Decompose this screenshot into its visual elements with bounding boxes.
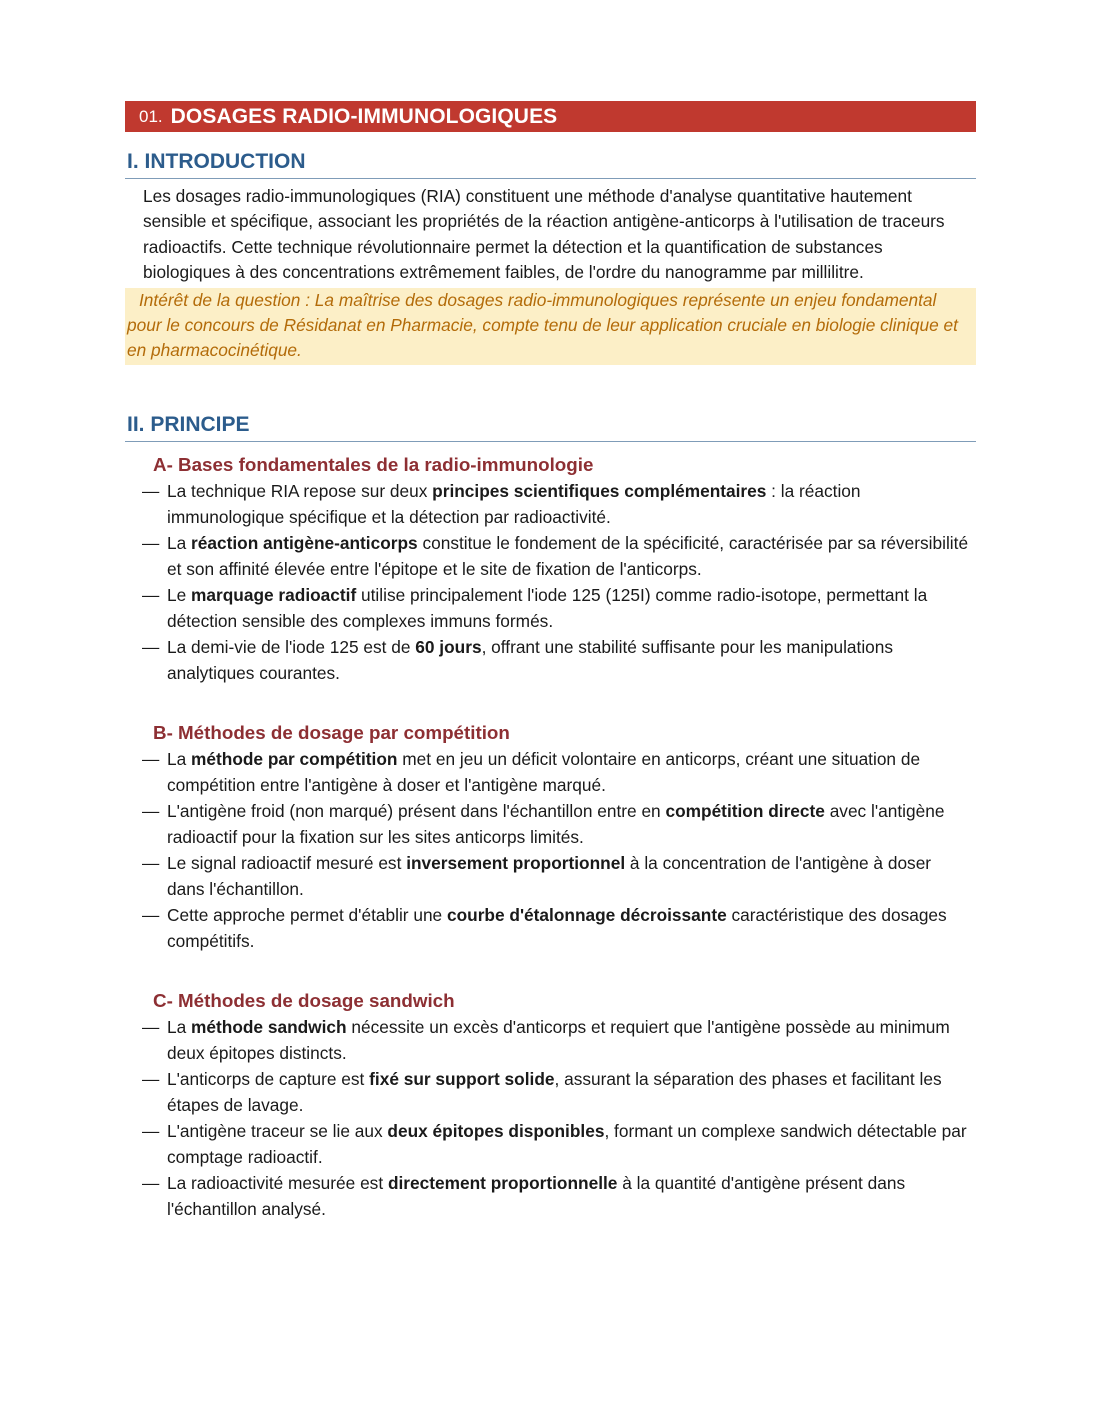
document-page <box>125 101 976 1223</box>
bold-term: deux épitopes disponibles <box>387 1121 605 1142</box>
bullet-item: — L'anticorps de capture est fixé sur support solide, assurant la séparation des phases et facilitant les étapes de lavage. <box>142 1069 942 1115</box>
dash-marker: — <box>142 801 160 822</box>
bold-term: principes scientifiques complémentaires <box>432 481 767 502</box>
dash-marker: — <box>142 905 160 926</box>
interest-callout: Intérêt de la question : La maîtrise des dosages radio-immunologiques représente un enjeu fondamental pour le concours de Résidanat en Pharmacie, compte tenu de leur application cruciale en biologie clinique et en pharmacocinétique. <box>125 288 976 365</box>
bold-term: marquage radioactif <box>191 585 357 606</box>
subsection-heading: A- Bases fondamentales de la radio-immunologie <box>153 454 594 476</box>
bullet-list <box>125 479 976 686</box>
dash-marker: — <box>142 1173 160 1194</box>
bullet-list <box>125 747 976 954</box>
bullet-item: — La méthode sandwich nécessite un excès d'anticorps et requiert que l'antigène possède au minimum deux épitopes distincts. <box>142 1017 950 1063</box>
bold-term: directement proportionnelle <box>387 1173 618 1194</box>
subsection-b <box>125 722 976 954</box>
dash-marker: — <box>142 585 160 606</box>
bold-term: méthode sandwich <box>191 1017 347 1038</box>
bullet-item: — Cette approche permet d'établir une courbe d'étalonnage décroissante caractéristique des dosages compétitifs. <box>142 905 947 951</box>
bullet-item: — Le marquage radioactif utilise principalement l'iode 125 (125I) comme radio-isotope, permettant la détection sensible des complexes immuns formés. <box>142 585 928 631</box>
bold-term: inversement proportionnel <box>406 853 626 874</box>
bullet-item: — Le signal radioactif mesuré est inversement proportionnel à la concentration de l'antigène à doser dans l'échantillon. <box>142 853 932 899</box>
dash-marker: — <box>142 637 160 658</box>
bold-term: réaction antigène-anticorps <box>191 533 418 554</box>
introduction-paragraph: Les dosages radio-immunologiques (RIA) constituent une méthode d'analyse quantitative hautement sensible et spécifique, associant les propriétés de la réaction antigène-anticorps à l'utilisation de traceurs radioactifs. Cette technique révolutionnaire permet la détection et la quantification de substances biologiques à des concentrations extrêmement faibles, de l'ordre du nanogramme par millilitre. <box>143 186 945 282</box>
dash-marker: — <box>142 533 160 554</box>
bold-term: méthode par compétition <box>191 749 398 770</box>
chapter-title: DOSAGES RADIO-IMMUNOLOGIQUES <box>170 104 558 128</box>
dash-marker: — <box>142 1069 160 1090</box>
bullet-item: — La technique RIA repose sur deux principes scientifiques complémentaires : la réaction immunologique spécifique et la détection par radioactivité. <box>142 481 861 527</box>
chapter-number: 01. <box>139 106 163 126</box>
bold-term: courbe d'étalonnage décroissante <box>446 905 727 926</box>
dash-marker: — <box>142 1017 160 1038</box>
bullet-item: — L'antigène traceur se lie aux deux épitopes disponibles, formant un complexe sandwich détectable par comptage radioactif. <box>142 1121 967 1167</box>
section-heading-principe: II. PRINCIPE <box>125 413 976 442</box>
dash-marker: — <box>142 853 160 874</box>
section-heading-introduction: I. INTRODUCTION <box>125 150 976 179</box>
dash-marker: — <box>142 481 160 502</box>
subsection-c <box>125 990 976 1222</box>
subsection-a <box>125 454 976 686</box>
bold-term: compétition directe <box>665 801 825 822</box>
dash-marker: — <box>142 1121 160 1142</box>
bold-term: fixé sur support solide <box>369 1069 555 1090</box>
bullet-item: — La demi-vie de l'iode 125 est de 60 jours, offrant une stabilité suffisante pour les manipulations analytiques courantes. <box>142 637 894 683</box>
bullet-item: — La radioactivité mesurée est directement proportionnelle à la quantité d'antigène présent dans l'échantillon analysé. <box>142 1173 906 1219</box>
dash-marker: — <box>142 749 160 770</box>
bullet-item: — L'antigène froid (non marqué) présent dans l'échantillon entre en compétition directe avec l'antigène radioactif pour la fixation sur les sites anticorps limités. <box>142 801 945 847</box>
bullet-item: — La méthode par compétition met en jeu un déficit volontaire en anticorps, créant une situation de compétition entre l'antigène à doser et l'antigène marqué. <box>142 749 921 795</box>
chapter-banner <box>125 101 976 132</box>
subsection-heading: B- Méthodes de dosage par compétition <box>153 722 510 744</box>
subsection-heading: C- Méthodes de dosage sandwich <box>153 990 455 1012</box>
bullet-item: — La réaction antigène-anticorps constitue le fondement de la spécificité, caractérisée par sa réversibilité et son affinité élevée entre l'épitope et le site de fixation de l'anticorps. <box>142 533 969 579</box>
bullet-list <box>125 1015 976 1222</box>
bold-term: 60 jours <box>415 637 482 658</box>
